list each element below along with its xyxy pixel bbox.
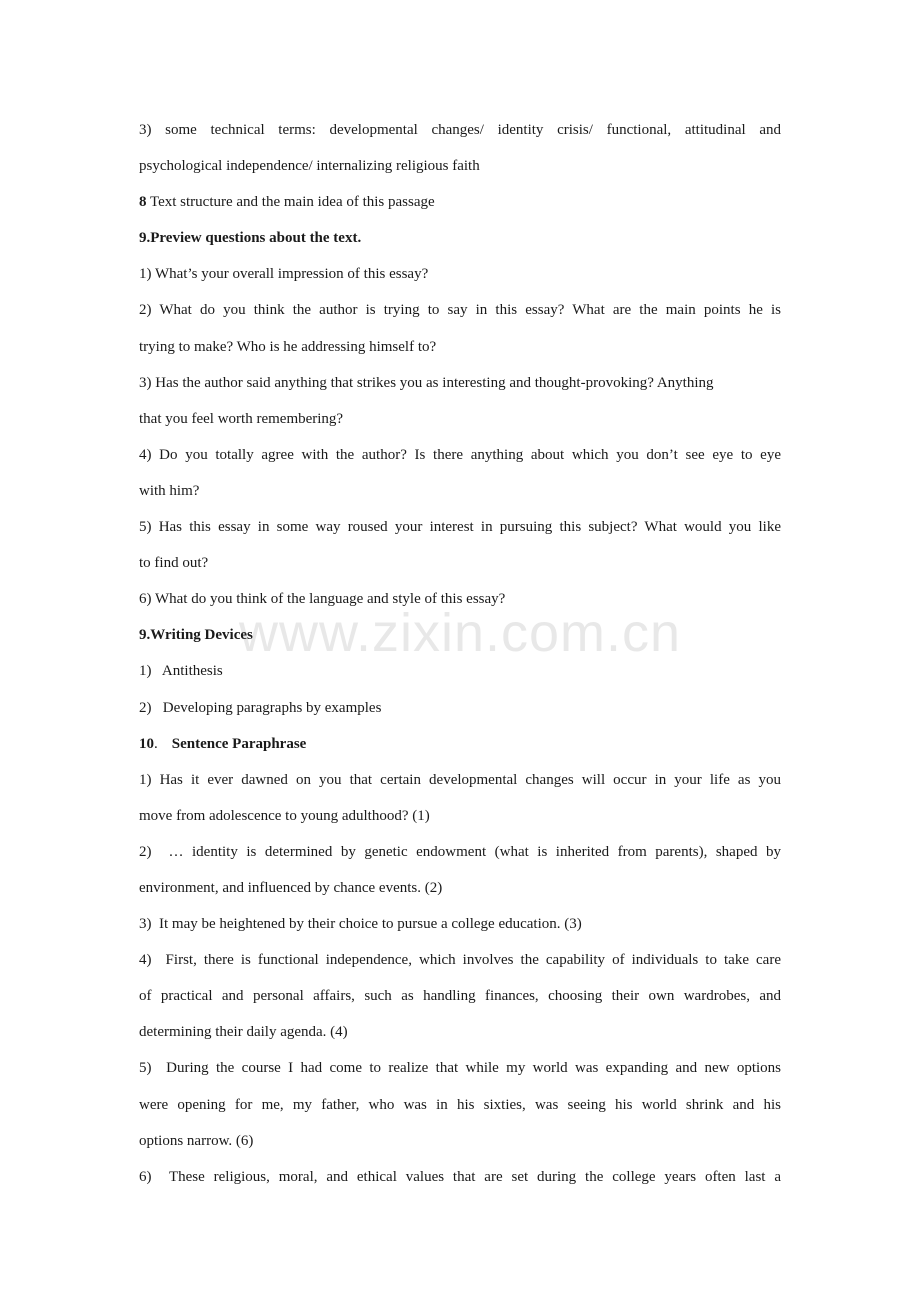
paraphrase-item: 2) … identity is determined by genetic endowment (what is inherited from parents), shaped by (139, 843, 781, 860)
body-line: 3) some technical terms: developmental changes/ identity crisis/ functional, attitudinal and (139, 122, 781, 138)
paraphrase-item-continuation: determining their daily agenda. (4) (139, 1024, 348, 1041)
paraphrase-item: 1) Has it ever dawned on you that certain developmental changes will occur in your life as you (139, 771, 781, 788)
question-item-continuation: trying to make? Who is he addressing himself to? (139, 338, 437, 355)
document-body (139, 112, 781, 1195)
section-number: 8 (139, 194, 147, 211)
question-item-continuation: to find out? (139, 555, 209, 572)
question-item: 5) Has this essay in some way roused your interest in pursuing this subject? What would you like (139, 519, 781, 536)
section-title: Sentence Paraphrase (171, 735, 307, 752)
section-heading-writing-devices: 9.Writing Devices (139, 627, 253, 644)
section-text: Text structure and the main idea of this passage (146, 194, 435, 211)
paraphrase-item: 3) It may be heightened by their choice to pursue a college education. (3) (139, 916, 582, 933)
section-dot: . (154, 735, 158, 752)
question-item: 2) What do you think the author is trying to say in this essay? What are the main points he is (139, 302, 781, 319)
question-item-continuation: with him? (139, 482, 200, 499)
question-item: 6) What do you think of the language and style of this essay? (139, 591, 506, 608)
device-item: 2) Developing paragraphs by examples (139, 699, 382, 716)
paraphrase-item: 6) These religious, moral, and ethical values that are set during the college years often last a (139, 1168, 781, 1185)
section-number: 10 (139, 735, 154, 752)
paraphrase-item-continuation: options narrow. (6) (139, 1132, 254, 1149)
paraphrase-item-continuation: were opening for me, my father, who was in his sixties, was seeing his world shrink and his (139, 1096, 781, 1113)
question-item: 4) Do you totally agree with the author? Is there anything about which you don’t see eye to eye (139, 446, 781, 463)
section-heading-preview-questions: 9.Preview questions about the text. (139, 230, 362, 247)
paraphrase-item-continuation: environment, and influenced by chance events. (2) (139, 879, 443, 896)
section-heading-8 (139, 184, 781, 220)
body-line: psychological independence/ internalizing religious faith (139, 158, 480, 175)
paraphrase-item-continuation: of practical and personal affairs, such as handling finances, choosing their own wardrobes, and (139, 988, 781, 1005)
device-item: 1) Antithesis (139, 663, 223, 680)
question-item-continuation: that you feel worth remembering? (139, 410, 344, 427)
section-heading-sentence-paraphrase (139, 726, 781, 762)
paraphrase-item: 4) First, there is functional independence, which involves the capability of individuals to take care (139, 952, 781, 969)
paraphrase-item: 5) During the course I had come to realize that while my world was expanding and new options (139, 1060, 781, 1077)
question-item: 1) What’s your overall impression of this essay? (139, 266, 429, 283)
watermark-text: www.zixin.com.cn (238, 603, 682, 663)
question-item: 3) Has the author said anything that strikes you as interesting and thought-provoking? Anything (139, 374, 714, 391)
paraphrase-item-continuation: move from adolescence to young adulthood? (1) (139, 807, 430, 824)
